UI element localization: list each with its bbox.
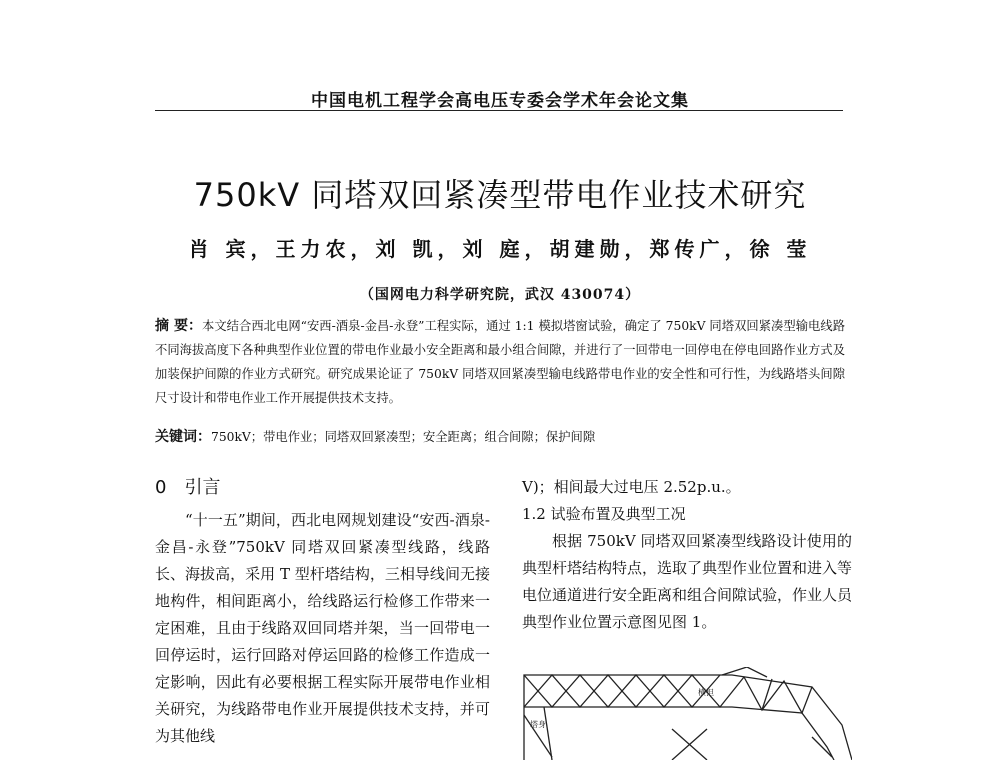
continued-text: V)；相间最大过电压 2.52p.u.。 <box>522 478 741 496</box>
paper-affiliation: （国网电力科学研究院，武汉 430074） <box>359 287 641 303</box>
tower-diagram <box>522 667 852 760</box>
test-setup-paragraph: 根据 750kV 同塔双回紧凑型线路设计使用的典型杆塔结构特点，选取了典型作业位置和进入等电位通道进行安全距离和组合间隙试验，作业人员典型作业位置示意图见图 1。 <box>522 532 853 631</box>
section-heading-introduction: 0 引言 <box>155 477 221 498</box>
right-column <box>522 474 852 636</box>
tower-figure <box>522 667 852 760</box>
abstract-text: 本文结合西北电网“安西-酒泉-金昌-永登”工程实际，通过 1:1 模拟塔窗试验，确定了 750kV 同塔双回紧凑型输电线路不同海拔高度下各种典型作业位置的带电作业最小安全距离和最小组合间隙，并进行了一回带电一回停电在停电回路作业方式及加装保护间隙的作业方式研究。研究成果论证了 750kV 同塔双回紧凑型输电线路带电作业的安全性和可行性，为线路塔头间隙尺寸设计和带电作业工作开展提供技术支持。 <box>155 319 846 405</box>
running-header: 中国电机工程学会高电压专委会学术年会论文集 <box>311 91 689 111</box>
abstract <box>155 314 845 410</box>
subsection-heading: 1.2 试验布置及典型工况 <box>522 505 686 523</box>
intro-paragraph: “十一五”期间，西北电网规划建设“安西-酒泉-金昌-永登”750kV 同塔双回紧凑型线路，线路长、海拔高，采用 T 型杆塔结构，三相导线间无接地构件，相间距离小，给线路运行检修工作带来一定困难，且由于线路双回同塔并架，当一回带电一回停运时，运行回路对停运回路的检修工作造成一定影响，因此有必要根据工程实际开展带电作业相关研究，为线路带电作业开展提供技术支持，并可为其他线 <box>155 511 490 745</box>
header-rule <box>155 110 843 111</box>
paper-title: 750kV 同塔双回紧凑型带电作业技术研究 <box>193 176 807 214</box>
crossarm-label: 横担 <box>698 688 714 697</box>
tower-body-label: 塔身 <box>530 720 546 729</box>
keywords-label: 关键词： <box>155 429 211 445</box>
left-column <box>155 474 490 750</box>
keywords <box>155 427 845 447</box>
abstract-label: 摘 要： <box>155 318 203 334</box>
keywords-text: 750kV；带电作业；同塔双回紧凑型；安全距离；组合间隙；保护间隙 <box>211 430 596 444</box>
paper-authors: 肖 宾，王力农，刘 凯，刘 庭，胡建勋，郑传广，徐 莹 <box>188 237 812 261</box>
